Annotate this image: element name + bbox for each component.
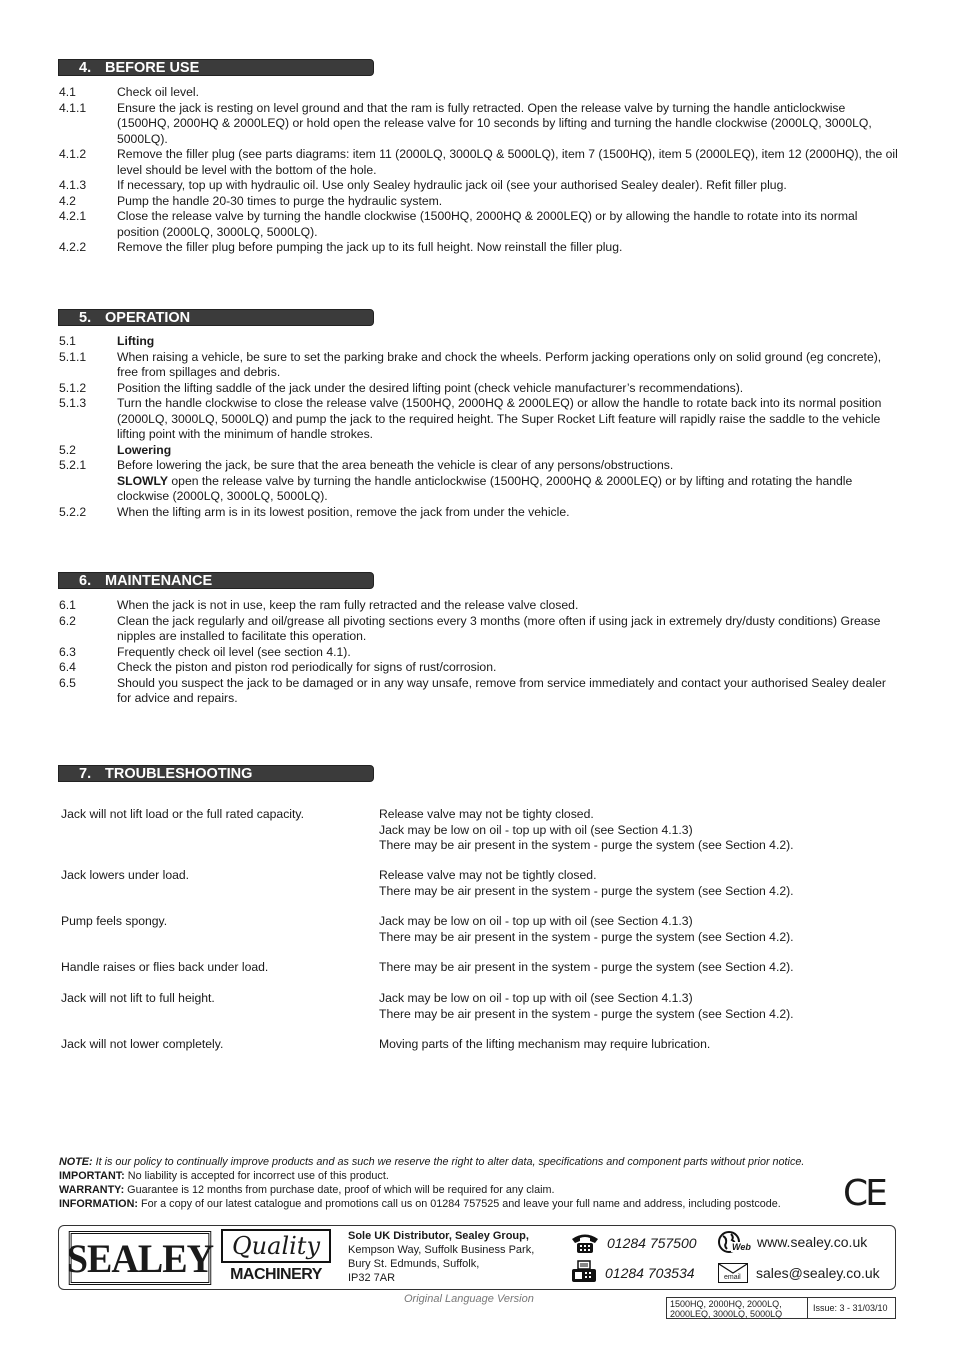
quality-machinery-logo (221, 1229, 333, 1287)
item-number: 4.1.2 (59, 147, 87, 161)
fax-number: 01284 703534 (605, 1265, 695, 1281)
item-number: 5.1.2 (59, 380, 87, 395)
table-row (61, 991, 901, 1022)
item-text: Lowering (117, 442, 172, 457)
distributor-address (348, 1229, 534, 1285)
solution-line: Moving parts of the lifting mechanism may require lubrication. (379, 1037, 711, 1051)
note-line: NOTE: It is our policy to continually improve products and as such we reserve the right to alter data, specifications and component parts without prior notice. (59, 1156, 805, 1168)
item-text: When the jack is not in use, keep the ram fully retracted and the release valve closed. (117, 598, 579, 612)
solution-line: Jack may be low on oil - top up with oil (see Section 4.1.3) (379, 914, 693, 928)
item-text: When raising a vehicle, be sure to set the parking brake and chock the wheels. Perform jacking operations only on solid ground (eg concrete), free from spillages and debris. (117, 349, 882, 379)
important-line: IMPORTANT: No liability is accepted for incorrect use of this product. (59, 1170, 389, 1182)
section-number: 6. (79, 573, 92, 589)
table-row (61, 807, 901, 854)
problem-cell: Jack lowers under load. (61, 868, 190, 882)
quality-text: Quality (221, 1229, 331, 1263)
section-number: 4. (79, 60, 92, 76)
document-info-box (666, 1297, 896, 1319)
warranty-line: WARRANTY: Guarantee is 12 months from purchase date, proof of which will be required for any claim. (59, 1184, 555, 1196)
item-number: 6.1 (59, 598, 76, 612)
table-row (61, 914, 901, 945)
phone-number: 01284 757500 (607, 1235, 697, 1251)
item-text: Remove the filler plug before pumping the jack up to its full height. Now reinstall the filler plug. (117, 240, 623, 254)
item-text: Close the release valve by turning the handle clockwise (1500HQ, 2000HQ & 2000LEQ) or by allowing the handle to rotate into its normal position (2000LQ, 3000LQ, 5000LQ). (117, 209, 858, 239)
address-line: Kempson Way, Suffolk Business Park, (348, 1244, 535, 1256)
item-number: 5.2 (59, 442, 76, 457)
item-number: 4.2 (59, 193, 76, 208)
list-item (59, 147, 899, 178)
item-text: Check oil level. (117, 85, 199, 99)
list-item (59, 660, 899, 676)
table-row (61, 1037, 901, 1053)
list-item (59, 334, 899, 350)
telephone-icon (570, 1232, 600, 1254)
list-item (59, 381, 899, 397)
models-line: 1500HQ, 2000HQ, 2000LQ, (670, 1299, 782, 1309)
list-item (59, 101, 899, 148)
section-number: 5. (79, 310, 92, 326)
section-header-operation (58, 309, 374, 326)
models-line: 2000LEQ, 3000LQ, 5000LQ (670, 1309, 783, 1319)
list-item (59, 350, 899, 381)
item-number: 6.4 (59, 660, 76, 674)
problem-cell: Jack will not lift load or the full rated capacity. (61, 807, 304, 821)
item-number: 4.2.1 (59, 209, 87, 223)
list-item (59, 240, 899, 256)
distributor-label: Sole UK Distributor, Sealey Group, (348, 1230, 529, 1242)
email-link[interactable]: sales@sealey.co.uk (756, 1265, 880, 1281)
list-item (59, 458, 899, 474)
item-text: Turn the handle clockwise to close the release valve (1500HQ, 2000HQ & 2000LEQ) or allow the handle to rotate back into its normal position (2000LQ, 3000LQ, 5000LQ) and pump the jack to the required height. The Super Rocket Lift feature will rapidly raise the saddle to the vehicle lifting point with the minimum of handle strokes. (117, 396, 882, 441)
item-text: Ensure the jack is resting on level ground and that the ram is fully retracted. Open the release valve by turning the handle anticlockwise (1500HQ, 2000HQ & 2000LEQ) or hold open the release valve for 10 seconds by lifting and turning the handle clockwise (2000LQ, 3000LQ, 5000LQ). (117, 100, 872, 146)
item-number: 4.2.2 (59, 240, 87, 254)
list-item (59, 194, 899, 210)
item-number: 5.1.1 (59, 349, 87, 364)
problem-cell: Handle raises or flies back under load. (61, 960, 269, 974)
solution-line: There may be air present in the system - purge the system (see Section 4.2). (379, 838, 794, 852)
item-number: 5.2.1 (59, 458, 87, 472)
issue-number: Issue: 3 - 31/03/10 (813, 1303, 888, 1313)
solution-cell (379, 868, 901, 899)
information-line: INFORMATION: For a copy of our latest catalogue and promotions call us on 01284 757525 and leave your full name and address, including postcode. (59, 1198, 781, 1210)
item-text: Check the piston and piston rod periodically for signs of rust/corrosion. (117, 660, 497, 674)
item-number: 6.5 (59, 675, 76, 690)
solution-line: Release valve may not be tightly closed. (379, 868, 597, 882)
item-text: Lifting (117, 334, 155, 348)
item-rest: open the release valve by turning the handle anticlockwise (1500HQ, 2000HQ & 2000LEQ) or by lifting and rotating the handle clockwise (2000LQ, 3000LQ, 5000LQ). (117, 473, 853, 503)
solution-line: Jack may be low on oil - top up with oil (see Section 4.1.3) (379, 991, 693, 1005)
list-item (59, 178, 899, 194)
item-text: Before lowering the jack, be sure that the area beneath the vehicle is clear of any persons/obstructions. (117, 458, 674, 472)
problem-cell: Jack will not lift to full height. (61, 991, 215, 1005)
ce-mark-icon: CE (843, 1173, 885, 1214)
solution-line: Release valve may not be tighty closed. (379, 807, 594, 821)
solution-cell (379, 914, 901, 945)
problem-cell: Jack will not lower completely. (61, 1037, 224, 1051)
item-text: Should you suspect the jack to be damaged or in any way unsafe, remove from service immediately and contact your authorised Sealey dealer for advice and repairs. (117, 675, 886, 705)
list-item (59, 443, 899, 459)
solution-cell (379, 991, 901, 1022)
list-item (59, 209, 899, 240)
section-header-maintenance (58, 572, 374, 589)
sealey-logo: SEALEY (69, 1231, 212, 1285)
item-text: Frequently check oil level (see section 4.1). (117, 644, 351, 659)
machinery-text: MACHINERY (230, 1266, 322, 1283)
item-number: 6.3 (59, 644, 76, 659)
website-link[interactable]: www.sealey.co.uk (757, 1234, 868, 1250)
item-lead: SLOWLY (117, 473, 169, 488)
list-item (59, 396, 899, 443)
list-item (59, 505, 899, 521)
section-title: OPERATION (105, 310, 191, 326)
item-text: Position the lifting saddle of the jack under the desired lifting point (check vehicle manufacturer’s recommendations). (117, 380, 744, 395)
list-item (59, 645, 899, 661)
section-header-troubleshooting (58, 765, 374, 782)
list-item (59, 614, 899, 645)
original-language-note: Original Language Version (404, 1293, 534, 1305)
solution-line: There may be air present in the system - purge the system (see Section 4.2). (379, 960, 794, 974)
address-line: IP32 7AR (348, 1272, 396, 1284)
maintenance-list (59, 598, 899, 707)
item-number: 4.1.3 (59, 178, 87, 192)
section-title: TROUBLESHOOTING (105, 766, 253, 782)
web-globe-icon (717, 1230, 751, 1256)
item-number (59, 474, 117, 505)
item-text (117, 474, 899, 505)
policy-notes (59, 1155, 899, 1214)
list-item (59, 676, 899, 707)
web-label: Web (732, 1242, 751, 1252)
item-text: Clean the jack regularly and oil/grease all pivoting sections every 3 months (more often if using jack in extremely dry/dusty conditions) Grease nipples are installed to facilitate this operation. (117, 613, 881, 643)
footer-box (58, 1225, 896, 1290)
solution-line: Jack may be low on oil - top up with oil (see Section 4.1.3) (379, 822, 693, 837)
item-text: Remove the filler plug (see parts diagrams: item 11 (2000LQ, 3000LQ & 5000LQ), item 7 (1500HQ), item 5 (2000LEQ), item 12 (2000HQ), the oil level should be level with the bottom of the hole. (117, 147, 898, 177)
solution-line: There may be air present in the system - purge the system (see Section 4.2). (379, 883, 794, 898)
list-item (59, 598, 899, 614)
solution-cell (379, 960, 901, 976)
fax-icon (570, 1260, 598, 1284)
list-item (59, 85, 899, 101)
before-use-list (59, 85, 899, 256)
item-text: Pump the handle 20-30 times to purge the hydraulic system. (117, 193, 443, 208)
table-row (61, 960, 901, 976)
problem-cell: Pump feels spongy. (61, 914, 168, 928)
solution-cell (379, 807, 901, 854)
email-label: email (724, 1274, 741, 1281)
solution-cell (379, 1037, 901, 1053)
section-header-before-use (58, 59, 374, 76)
item-number: 5.1.3 (59, 396, 87, 410)
address-line: Bury St. Edmunds, Suffolk, (348, 1258, 480, 1270)
item-number: 5.2.2 (59, 504, 87, 519)
section-title: BEFORE USE (105, 60, 200, 76)
section-number: 7. (79, 766, 92, 782)
item-text: If necessary, top up with hydraulic oil. Use only Sealey hydraulic jack oil (see your authorised Sealey dealer). Refit filler plug. (117, 178, 787, 192)
table-row (61, 868, 901, 899)
solution-line: There may be air present in the system - purge the system (see Section 4.2). (379, 1006, 794, 1021)
item-number: 5.1 (59, 334, 76, 348)
email-envelope-icon (718, 1263, 748, 1283)
item-number: 4.1 (59, 85, 76, 99)
list-item (59, 474, 899, 505)
operation-list (59, 334, 899, 520)
section-title: MAINTENANCE (105, 573, 213, 589)
item-text: When the lifting arm is in its lowest position, remove the jack from under the vehicle. (117, 504, 570, 519)
solution-line: There may be air present in the system - purge the system (see Section 4.2). (379, 929, 794, 944)
item-number: 6.2 (59, 613, 76, 628)
model-list (667, 1298, 808, 1318)
item-number: 4.1.1 (59, 100, 87, 115)
